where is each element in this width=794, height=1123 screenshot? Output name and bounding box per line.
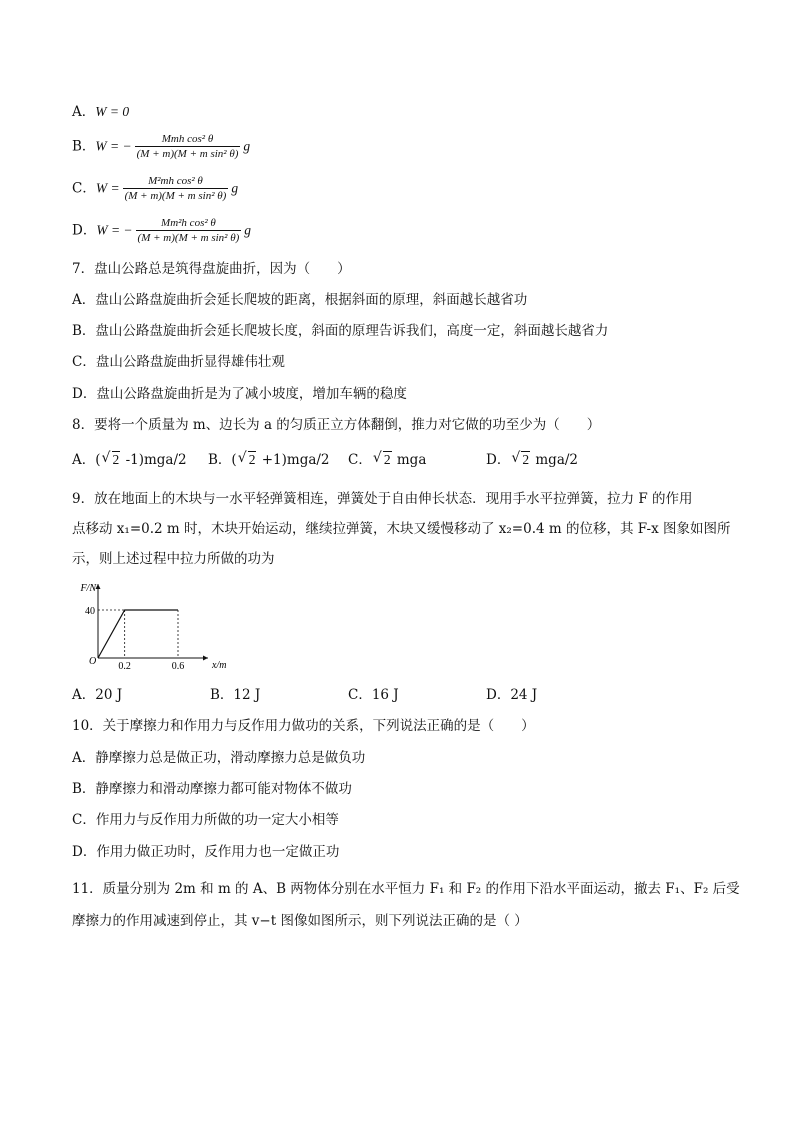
option-label: C． <box>72 180 96 197</box>
q6-option-b <box>72 133 250 161</box>
x-axis-arrow <box>203 656 208 661</box>
q9-option-d: D．24 J <box>486 687 538 703</box>
y-tick-label: 40 <box>85 606 95 617</box>
fraction <box>123 175 229 203</box>
option-label: A．( <box>72 452 101 468</box>
x-axis-label: x/m <box>212 660 227 671</box>
q7-option-b: B．盘山公路盘旋曲折会延长爬坡长度，斜面的原理告诉我们，高度一定，斜面越长越省力 <box>72 323 609 339</box>
sqrt: √ 2 <box>101 450 120 467</box>
q9-line-1: 9．放在地面上的木块与一水平轻弹簧相连，弹簧处于自由伸长状态．现用手水平拉弹簧，拉力 F 的作用 <box>72 491 693 507</box>
q8-stem: 8．要将一个质量为 m、边长为 a 的匀质正立方体翻倒，推力对它做的功至少为（ ） <box>72 417 601 433</box>
force-series-line <box>98 610 178 658</box>
option-text: mga <box>392 452 427 468</box>
radicand: 2 <box>248 452 256 467</box>
radicand: 2 <box>522 452 530 467</box>
sqrt: √ 2 <box>511 450 530 467</box>
q9-option-a: A．20 J <box>72 687 123 703</box>
x-tick-label: 0.6 <box>171 661 185 672</box>
denominator: (M + m)(M + m sin² θ) <box>124 190 227 202</box>
numerator: Mmh cos² θ <box>135 133 241 147</box>
q8-option-d <box>486 451 578 469</box>
q10-stem: 10．关于摩擦力和作用力与反作用力做功的关系，下列说法正确的是（ ） <box>72 718 535 734</box>
radicand: 2 <box>112 452 120 467</box>
q10-option-a: A．静摩擦力总是做正功，滑动摩擦力总是做负功 <box>72 750 366 766</box>
q11-line-2: 摩擦力的作用减速到停止，其 v−t 图像如图所示，则下列说法正确的是（ ） <box>72 913 528 929</box>
y-axis-arrow <box>96 584 101 589</box>
q10-option-c: C．作用力与反作用力所做的功一定大小相等 <box>72 812 339 828</box>
q8-option-a <box>72 451 187 469</box>
q11-line-1: 11．质量分别为 2m 和 m 的 A、B 两物体分别在水平恒力 F₁ 和 F₂ 的作用下沿水平面运动，撤去 F₁、F₂ 后受 <box>72 881 740 897</box>
formula-lhs: W = <box>95 180 120 196</box>
option-label: B． <box>72 138 96 155</box>
y-axis-label: F/N <box>80 583 96 594</box>
q9-option-c: C．16 J <box>348 687 399 703</box>
denominator: (M + m)(M + m sin² θ) <box>136 148 239 160</box>
sqrt: √ 2 <box>372 450 391 467</box>
q7-option-c: C．盘山公路盘旋曲折显得雄伟壮观 <box>72 354 285 370</box>
option-label: A． <box>72 104 96 120</box>
q8-option-c <box>348 451 426 469</box>
radicand: 2 <box>383 452 391 467</box>
q6-option-d <box>72 217 251 245</box>
origin-label: O <box>89 656 97 667</box>
formula-lhs: W = − <box>96 222 133 238</box>
fraction <box>135 133 241 161</box>
denominator: (M + m)(M + m sin² θ) <box>137 232 240 244</box>
q6-option-c <box>72 175 238 203</box>
numerator: M²mh cos² θ <box>123 175 229 189</box>
q9-option-b: B．12 J <box>210 687 261 703</box>
fraction <box>136 217 242 245</box>
q7-option-a: A．盘山公路盘旋曲折会延长爬坡的距离，根据斜面的原理，斜面越长越省功 <box>72 292 528 308</box>
q7-option-d: D．盘山公路盘旋曲折是为了减小坡度，增加车辆的稳度 <box>72 386 407 402</box>
q9-line-2: 点移动 x₁=0.2 m 时，木块开始运动，继续拉弹簧，木块又缓慢移动了 x₂=0.4 m 的位移，其 F-x 图象如图所 <box>72 521 731 537</box>
formula-tail: g <box>244 222 252 238</box>
q10-option-d: D．作用力做正功时，反作用力也一定做正功 <box>72 844 340 860</box>
q8-option-b <box>208 451 330 469</box>
q6-option-a <box>72 103 129 121</box>
option-text: +1)mga/2 <box>257 452 330 468</box>
numerator: Mm²h cos² θ <box>136 217 242 231</box>
option-text: -1)mga/2 <box>121 452 187 468</box>
option-label: B．( <box>208 452 237 468</box>
x-tick-label: 0.2 <box>118 661 131 672</box>
q10-option-b: B．静摩擦力和滑动摩擦力都可能对物体不做功 <box>72 781 352 797</box>
option-label: D． <box>72 222 97 239</box>
formula-tail: g <box>243 138 251 154</box>
q7-stem: 7．盘山公路总是筑得盘旋曲折，因为（ ） <box>72 261 351 277</box>
f-x-chart <box>72 580 227 672</box>
option-text: mga/2 <box>531 452 578 468</box>
formula-tail: g <box>231 180 239 196</box>
sqrt: √ 2 <box>237 450 256 467</box>
q9-line-3: 示，则上述过程中拉力所做的功为 <box>72 551 275 567</box>
option-label: C． <box>348 452 372 468</box>
formula-lhs: W = − <box>95 138 132 154</box>
formula: W = 0 <box>95 104 130 119</box>
option-label: D． <box>486 452 511 468</box>
